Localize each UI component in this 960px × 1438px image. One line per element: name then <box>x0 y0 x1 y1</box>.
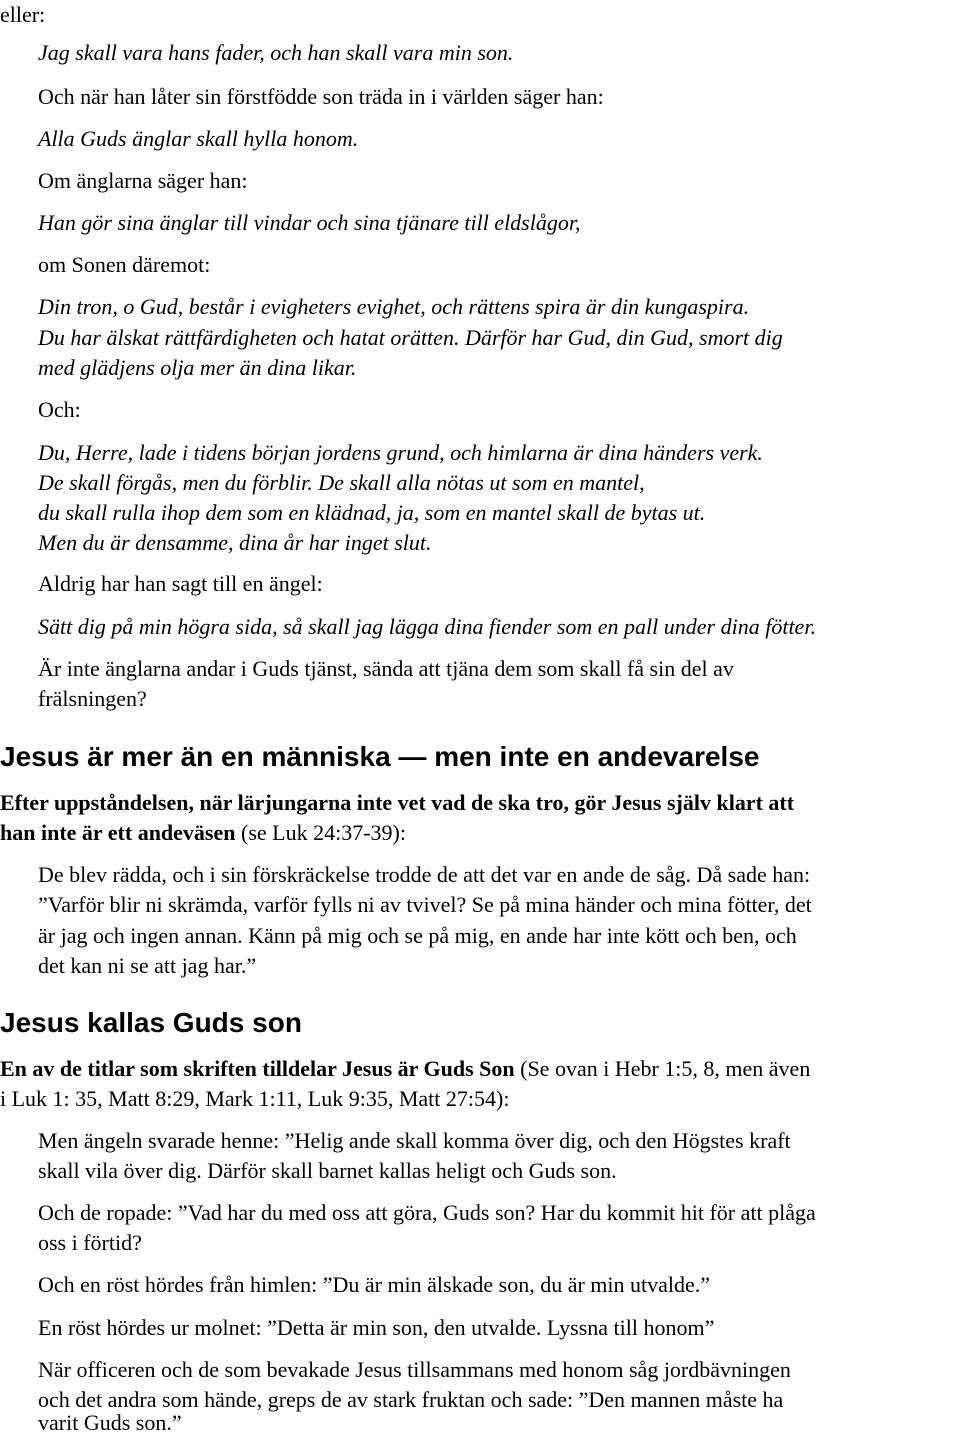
scripture-reference: (Se ovan i Hebr 1:5, 8, men även <box>514 1056 811 1081</box>
quote-line: oss i förtid? <box>38 1230 142 1255</box>
quote-line: Alla Guds änglar skall hylla honom. <box>38 126 359 151</box>
lead-text: En av de titlar som skriften tilldelar Jesus är Guds Son <box>0 1056 515 1081</box>
quote-sentence: Därför har Gud, din Gud, smort dig <box>459 325 783 350</box>
quote-line: Jag skall vara hans fader, och han skall vara min son. <box>38 40 514 65</box>
lead-line: i Luk 1: 35, Matt 8:29, Mark 1:11, Luk 9:35, Matt 27:54): <box>0 1086 510 1111</box>
quote-line: är jag och ingen annan. Känn på mig och se på mig, en ande har inte kött och ben, och <box>38 923 797 948</box>
quote-line <box>38 323 783 353</box>
text-line: Aldrig har han sagt till en ängel: <box>38 571 323 596</box>
quote-line: Och de ropade: ”Vad har du med oss att göra, Guds son? Har du kommit hit för att plåga <box>38 1200 816 1225</box>
lead-text: Efter uppståndelsen, när lärjungarna inte vet vad de ska tro, gör Jesus själv klart att <box>0 790 795 815</box>
quote-line: Men ängeln svarade henne: ”Helig ande skall komma över dig, och den Högstes kraft <box>38 1128 791 1153</box>
text-line: frälsningen? <box>38 686 147 711</box>
text-line: Är inte änglarna andar i Guds tjänst, sända att tjäna dem som skall få sin del av <box>38 656 734 681</box>
quote-sentence: Du har älskat rättfärdigheten och hatat orätten. <box>38 325 460 350</box>
text-line: om Sonen däremot: <box>38 252 211 277</box>
quote-sentence: De skall alla nötas ut som en mantel, <box>312 470 645 495</box>
text-line: eller: <box>0 2 46 27</box>
lead-line <box>0 1054 810 1084</box>
quote-line: med glädjens olja mer än dina likar. <box>38 355 357 380</box>
quote-line: och det andra som hände, greps de av stark fruktan och sade: ”Den mannen måste ha <box>38 1387 784 1412</box>
quote-line: skall vila över dig. Därför skall barnet kallas heligt och Guds son. <box>38 1158 617 1183</box>
lead-text: han inte är ett andeväsen <box>0 820 236 845</box>
text-line: Och när han låter sin förstfödde son träda in i världen säger han: <box>38 84 604 109</box>
quote-line <box>38 468 645 498</box>
quote-line: Och en röst hördes från himlen: ”Du är min älskade son, du är min utvalde.” <box>38 1272 711 1297</box>
lead-line <box>0 788 794 818</box>
quote-line: Sätt dig på min högra sida, så skall jag lägga dina fiender som en pall under dina fötter. <box>38 614 816 639</box>
lead-line <box>0 818 406 848</box>
quote-line: Du, Herre, lade i tidens början jordens grund, och himlarna är dina händers verk. <box>38 440 763 465</box>
scripture-reference: (se Luk 24:37-39): <box>235 820 406 845</box>
section-heading: Jesus kallas Guds son <box>0 1007 302 1038</box>
quote-line: Din tron, o Gud, består i evigheters evighet, och rättens spira är din kungaspira. <box>38 294 750 319</box>
quote-line: När officeren och de som bevakade Jesus tillsammans med honom såg jordbävningen <box>38 1357 791 1382</box>
text-line: Om änglarna säger han: <box>38 168 248 193</box>
quote-line: du skall rulla ihop dem som en klädnad, ja, som en mantel skall de bytas ut. <box>38 500 706 525</box>
quote-line: Men du är densamme, dina år har inget slut. <box>38 530 432 555</box>
quote-line: det kan ni se att jag har.” <box>38 953 257 978</box>
quote-line: De blev rädda, och i sin förskräckelse trodde de att det var en ande de såg. Då sade han: <box>38 862 811 887</box>
quote-line: varit Guds son.” <box>38 1410 182 1435</box>
quote-line: Han gör sina änglar till vindar och sina tjänare till eldslågor, <box>38 210 581 235</box>
quote-sentence: De skall förgås, men du förblir. <box>38 470 313 495</box>
quote-line: ”Varför blir ni skrämda, varför fylls ni av tvivel? Se på mina händer och mina fötter, det <box>38 892 812 917</box>
section-heading: Jesus är mer än en människa — men inte en andevarelse <box>0 741 760 772</box>
quote-line: En röst hördes ur molnet: ”Detta är min son, den utvalde. Lyssna till honom” <box>38 1315 715 1340</box>
text-line: Och: <box>38 397 81 422</box>
